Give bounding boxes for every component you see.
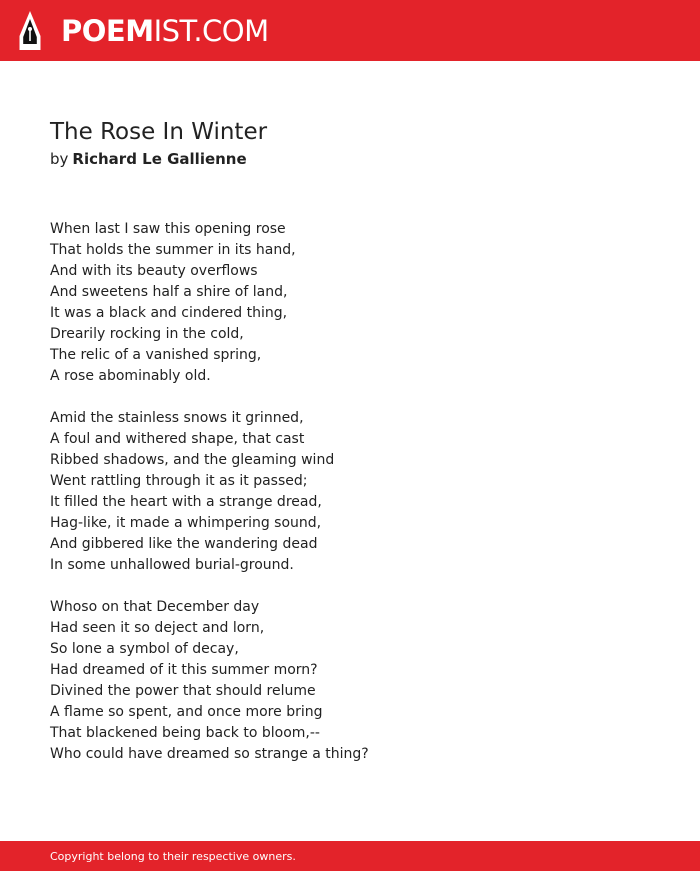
stanza bbox=[50, 408, 650, 576]
poem-line: The relic of a vanished spring, bbox=[50, 347, 262, 363]
poem-line: That blackened being back to bloom,-- bbox=[50, 725, 320, 741]
poem-line: Drearily rocking in the cold, bbox=[50, 326, 244, 342]
poem-body bbox=[50, 219, 650, 786]
author-name: Richard Le Gallienne bbox=[72, 150, 247, 168]
poem-line: A flame so spent, and once more bring bbox=[50, 704, 323, 720]
poem-line: A foul and withered shape, that cast bbox=[50, 431, 305, 447]
pen-nib-icon bbox=[18, 10, 42, 52]
poem-line: And gibbered like the wandering dead bbox=[50, 536, 318, 552]
poem-line: Hag-like, it made a whimpering sound, bbox=[50, 515, 322, 531]
poem-line: That holds the summer in its hand, bbox=[50, 242, 296, 258]
poem-line: It filled the heart with a strange dread, bbox=[50, 494, 322, 510]
poem-line: And sweetens half a shire of land, bbox=[50, 284, 288, 300]
site-footer bbox=[0, 841, 700, 871]
poem-line: Amid the stainless snows it grinned, bbox=[50, 410, 304, 426]
byline bbox=[50, 149, 247, 169]
poem-line: In some unhallowed burial-ground. bbox=[50, 557, 294, 573]
copyright-notice: Copyright belong to their respective owners. bbox=[50, 850, 296, 863]
poem-line: It was a black and cindered thing, bbox=[50, 305, 288, 321]
poem-line: And with its beauty overflows bbox=[50, 263, 258, 279]
poem-line: Had dreamed of it this summer morn? bbox=[50, 662, 318, 678]
stanza bbox=[50, 597, 650, 765]
site-logo[interactable] bbox=[61, 13, 269, 49]
poem-line: Had seen it so deject and lorn, bbox=[50, 620, 265, 636]
logo-text-light: IST.COM bbox=[153, 14, 269, 48]
stanza bbox=[50, 219, 650, 387]
by-label: by bbox=[50, 150, 69, 168]
poem-line: Divined the power that should relume bbox=[50, 683, 316, 699]
poem-line: So lone a symbol of decay, bbox=[50, 641, 239, 657]
poem-line: Whoso on that December day bbox=[50, 599, 260, 615]
poem-line: A rose abominably old. bbox=[50, 368, 211, 384]
poem-title: The Rose In Winter bbox=[50, 119, 268, 145]
poem-line: Ribbed shadows, and the gleaming wind bbox=[50, 452, 335, 468]
logo-text-bold: POEM bbox=[61, 14, 154, 48]
poem-line: Went rattling through it as it passed; bbox=[50, 473, 308, 489]
poem-line: When last I saw this opening rose bbox=[50, 221, 286, 237]
poem-line: Who could have dreamed so strange a thing? bbox=[50, 746, 369, 762]
site-header bbox=[0, 0, 700, 61]
